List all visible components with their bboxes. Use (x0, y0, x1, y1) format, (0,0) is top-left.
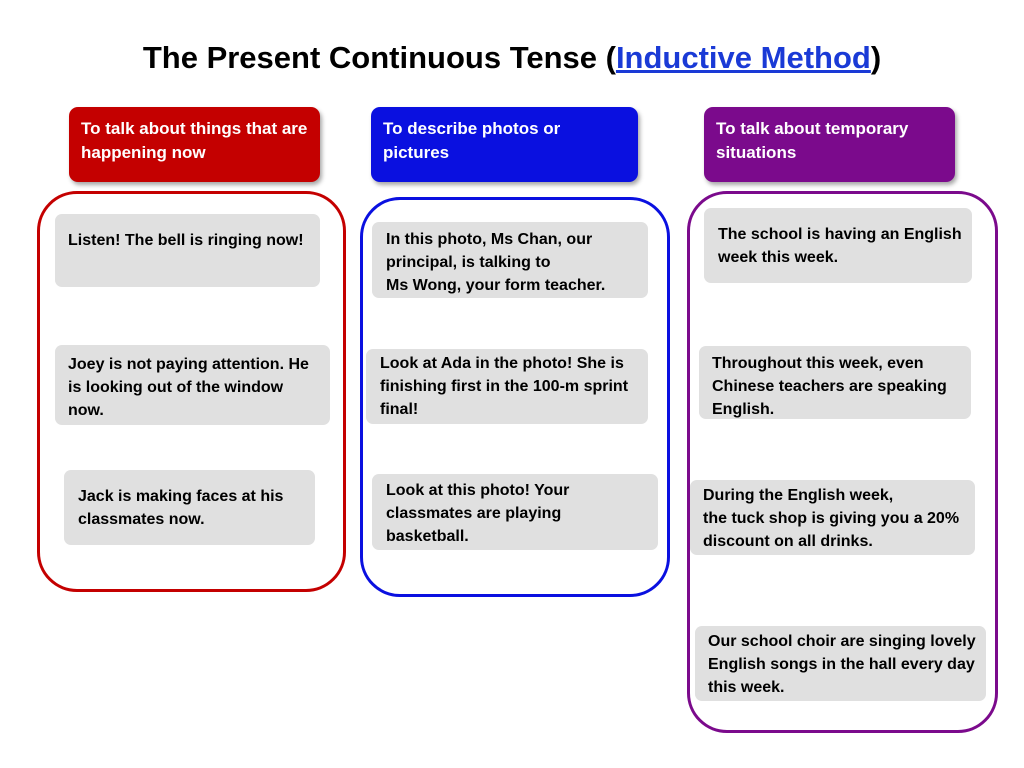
example-card: Jack is making faces at his classmates now. (64, 470, 315, 545)
header-photos-pictures: To describe photos or pictures (371, 107, 638, 182)
header-happening-now: To talk about things that are happening now (69, 107, 320, 182)
example-card: Our school choir are singing lovely English songs in the hall every day this week. (695, 626, 986, 701)
header-temporary-situations: To talk about temporary situations (704, 107, 955, 182)
example-card: Joey is not paying attention. He is looking out of the window now. (55, 345, 330, 425)
page-title (0, 40, 1024, 76)
title-suffix: ) (870, 40, 882, 75)
example-card: During the English week, the tuck shop is giving you a 20% discount on all drinks. (690, 480, 975, 555)
example-card: Look at Ada in the photo! She is finishing first in the 100-m sprint final! (366, 349, 648, 424)
example-card: The school is having an English week this week. (704, 208, 972, 283)
inductive-method-link[interactable]: Inductive Method (615, 40, 871, 75)
example-card: Listen! The bell is ringing now! (55, 214, 320, 287)
title-prefix: The Present Continuous Tense ( (142, 40, 616, 75)
example-card: In this photo, Ms Chan, our principal, is talking to Ms Wong, your form teacher. (372, 222, 648, 298)
example-card: Look at this photo! Your classmates are playing basketball. (372, 474, 658, 550)
example-card: Throughout this week, even Chinese teachers are speaking English. (699, 346, 971, 419)
